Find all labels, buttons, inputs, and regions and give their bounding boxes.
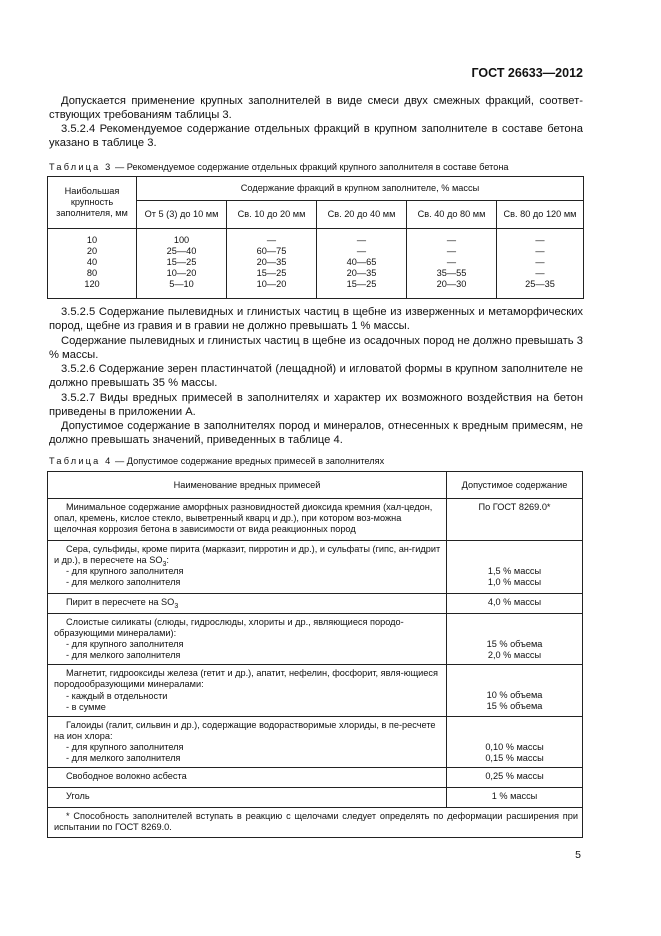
value-item: 10 % объема <box>486 690 543 701</box>
table3-cell: 20—35 <box>346 267 377 278</box>
paragraph-3-5-2-7: 3.5.2.7 Виды вредных примесей в заполнителях и характер их возможного воздействия на бетон приведены в приложении А. <box>49 392 583 419</box>
document-code: ГОСТ 26633—2012 <box>471 66 583 80</box>
table4-row-coal-value: 1 % массы <box>447 788 583 808</box>
table3-cell: — <box>535 267 545 278</box>
table4-header-value: Допустимое содержание <box>447 472 583 499</box>
table4-row-silica-name: Минимальное содержание аморфных разновидностей диоксида кремния (хал-цедон, опал, кремень, кислое стекло, выветренный кварц и др.), при котором воз-можна щелочная коррозия бетона в зависимости от вида реакционных пород <box>48 499 447 541</box>
table3-column <box>317 229 407 299</box>
table3-subheader: Св. 80 до 120 мм <box>497 201 584 229</box>
table3-cell: — <box>446 245 457 256</box>
list-item: - в сумме <box>66 701 106 712</box>
table4-row-pyrite-name <box>48 594 447 614</box>
table4-row-halides-name <box>48 716 447 767</box>
pyrite-text: Пирит в пересчете на SO <box>66 597 175 607</box>
value-item: 0,10 % массы <box>485 741 544 752</box>
table3-cell: — <box>356 235 367 245</box>
list-item: - для крупного заполнителя <box>66 566 184 577</box>
table3-column <box>497 229 584 299</box>
table3-subheader: Св. 20 до 40 мм <box>317 201 407 229</box>
table3-cell: 15—25 <box>256 267 287 278</box>
table3-column <box>227 229 317 299</box>
table4-header-name: Наименование вредных примесей <box>48 472 447 499</box>
table3-column <box>137 229 227 299</box>
table3-cell: 60—75 <box>256 245 287 256</box>
paragraph-mixture: Допускается применение крупных заполнителей в виде смеси двух смежных фракций, соответ-ствующих требованиям таблицы 3. <box>49 95 583 122</box>
table4-caption-label: Таблица 4 <box>49 456 113 466</box>
table3-cell: 5—10 <box>169 278 194 289</box>
table3-cell: — <box>266 235 277 245</box>
table3-subheader: Св. 10 до 20 мм <box>227 201 317 229</box>
list-item: - для мелкого заполнителя <box>66 753 181 764</box>
table4-row-magnetite-text: Магнетит, гидрооксиды железа (гетит и др.), апатит, нефелин, фосфорит, явля-ющиеся породообразующими минералами: <box>54 668 438 690</box>
table3-cell: 80 <box>86 267 98 278</box>
table3-cell: 25—35 <box>525 278 555 289</box>
table3-cell: 20—35 <box>256 256 287 267</box>
table4-row-pyrite-value: 4,0 % массы <box>447 594 583 614</box>
paragraph-3-5-2-6: 3.5.2.6 Содержание зерен пластинчатой (лещадной) и игловатой формы в крупном заполнителе не должно превышать 35 % массы. <box>49 363 583 390</box>
table4 <box>47 471 583 838</box>
list-item: - каждый в отдельности <box>66 690 168 701</box>
table3-cell: 20—30 <box>436 278 467 289</box>
table3-cell: 15—25 <box>166 256 197 267</box>
paragraph-3-5-2-5: 3.5.2.5 Содержание пылевидных и глинистых частиц в щебне из изверженных и метаморфических пород, щебне из гравия и в гравии не должно превышать 1 % массы. <box>49 306 583 333</box>
table4-row-halides-values <box>447 716 583 767</box>
table4-caption-text: — Допустимое содержание вредных примесей в заполнителях <box>112 456 385 466</box>
table4-row-silica-value: По ГОСТ 8269.0* <box>447 499 583 541</box>
table4-row-coal-name: Уголь <box>48 788 447 808</box>
paragraph-allowable-content: Допустимое содержание в заполнителях пород и минералов, отнесенных к вредным примесям, не должно превышать значений, приведенных в таблице 4. <box>49 420 583 447</box>
value-item: 1,5 % массы <box>487 566 542 576</box>
value-item: 0,15 % массы <box>485 752 544 763</box>
table3-cell: 35—55 <box>436 267 467 278</box>
list-item: - для мелкого заполнителя <box>66 577 181 588</box>
table3-cell: — <box>356 245 367 256</box>
table3-column <box>48 229 137 299</box>
table4-row-silicates-name <box>48 614 447 665</box>
table3-cell: 40 <box>86 256 98 267</box>
so3-subscript: 3 <box>162 560 167 568</box>
page-number: 5 <box>575 849 581 861</box>
table4-row-silicates-text: Слоистые силикаты (слюды, гидрослюды, хлориты и др., являющиеся породо-образующими минералами): <box>54 617 404 639</box>
table3-subheader: Св. 40 до 80 мм <box>407 201 497 229</box>
table3-caption-label: Таблица 3 <box>49 162 113 172</box>
list-item: - для крупного заполнителя <box>66 741 184 752</box>
table3-caption <box>49 162 509 172</box>
paragraph-3-5-2-4: 3.5.2.4 Рекомендуемое содержание отдельных фракций в крупном заполнителе в составе бетона указано в таблице 3. <box>49 123 583 150</box>
table3-cell: 20 <box>86 245 98 256</box>
table4-row-sulfur-name <box>48 541 447 594</box>
table3-cell: 25—40 <box>166 245 197 256</box>
so3-subscript: 3 <box>174 602 179 610</box>
table4-footnote: * Способность заполнителей вступать в реакцию с щелочами следует определять по деформации расширения при испытании по ГОСТ 8269.0. <box>48 808 583 838</box>
value-item: 2,0 % массы <box>487 650 542 661</box>
table3-cell: 100 <box>173 235 190 245</box>
sulfur-text-a: Сера, сульфиды, кроме пирита (марказит, пирротин и др.), и сульфаты (гипс, ан-гидрит и др.), в пересчете на SO <box>54 544 441 566</box>
table3-cell: 120 <box>84 278 100 289</box>
value-item: 1,0 % массы <box>487 577 542 588</box>
table4-caption <box>49 456 384 466</box>
table3-subheader: От 5 (3) до 10 мм <box>137 201 227 229</box>
table3-column <box>407 229 497 299</box>
table3-cell: — <box>535 235 545 245</box>
table4-row-halides-text: Галоиды (галит, сильвин и др.), содержащие водорастворимые хлориды, в пе-ресчете на ион хлора: <box>54 719 436 741</box>
table3-cell: 10 <box>86 235 98 245</box>
list-item: - для крупного заполнителя <box>66 639 184 650</box>
list-item: - для мелкого заполнителя <box>66 650 181 661</box>
table3-cell: 10—20 <box>256 278 287 289</box>
table3-cell: 40—65 <box>346 256 377 267</box>
value-item: 15 % объема <box>486 639 543 649</box>
table3-col0-header: Наибольшая крупность заполнителя, мм <box>48 177 137 229</box>
table3-caption-text: — Рекомендуемое содержание отдельных фракций крупного заполнителя в составе бетона <box>112 162 509 172</box>
table3-cell: — <box>535 256 545 267</box>
table3 <box>47 176 584 299</box>
table4-row-magnetite-name <box>48 665 447 716</box>
table3-cell: — <box>446 235 457 245</box>
table4-row-sulfur-text <box>54 544 442 566</box>
table3-cell: — <box>446 256 457 267</box>
table4-row-magnetite-values <box>447 665 583 716</box>
table3-cell: 15—25 <box>346 278 377 289</box>
table3-cell: 10—20 <box>166 267 197 278</box>
table4-row-asbestos-value: 0,25 % массы <box>447 768 583 788</box>
table4-row-silicates-values <box>447 614 583 665</box>
table4-row-asbestos-name: Свободное волокно асбеста <box>48 768 447 788</box>
table3-group-header: Содержание фракций в крупном заполнителе, % массы <box>137 177 584 201</box>
value-item: 15 % объема <box>486 701 543 712</box>
sulfur-text-b: : <box>166 555 169 566</box>
paragraph-dust-sedimentary: Содержание пылевидных и глинистых частиц в щебне из осадочных пород не должно превышать 3 % массы. <box>49 335 583 362</box>
table4-row-sulfur-values <box>447 541 583 594</box>
table3-cell: — <box>535 245 545 256</box>
